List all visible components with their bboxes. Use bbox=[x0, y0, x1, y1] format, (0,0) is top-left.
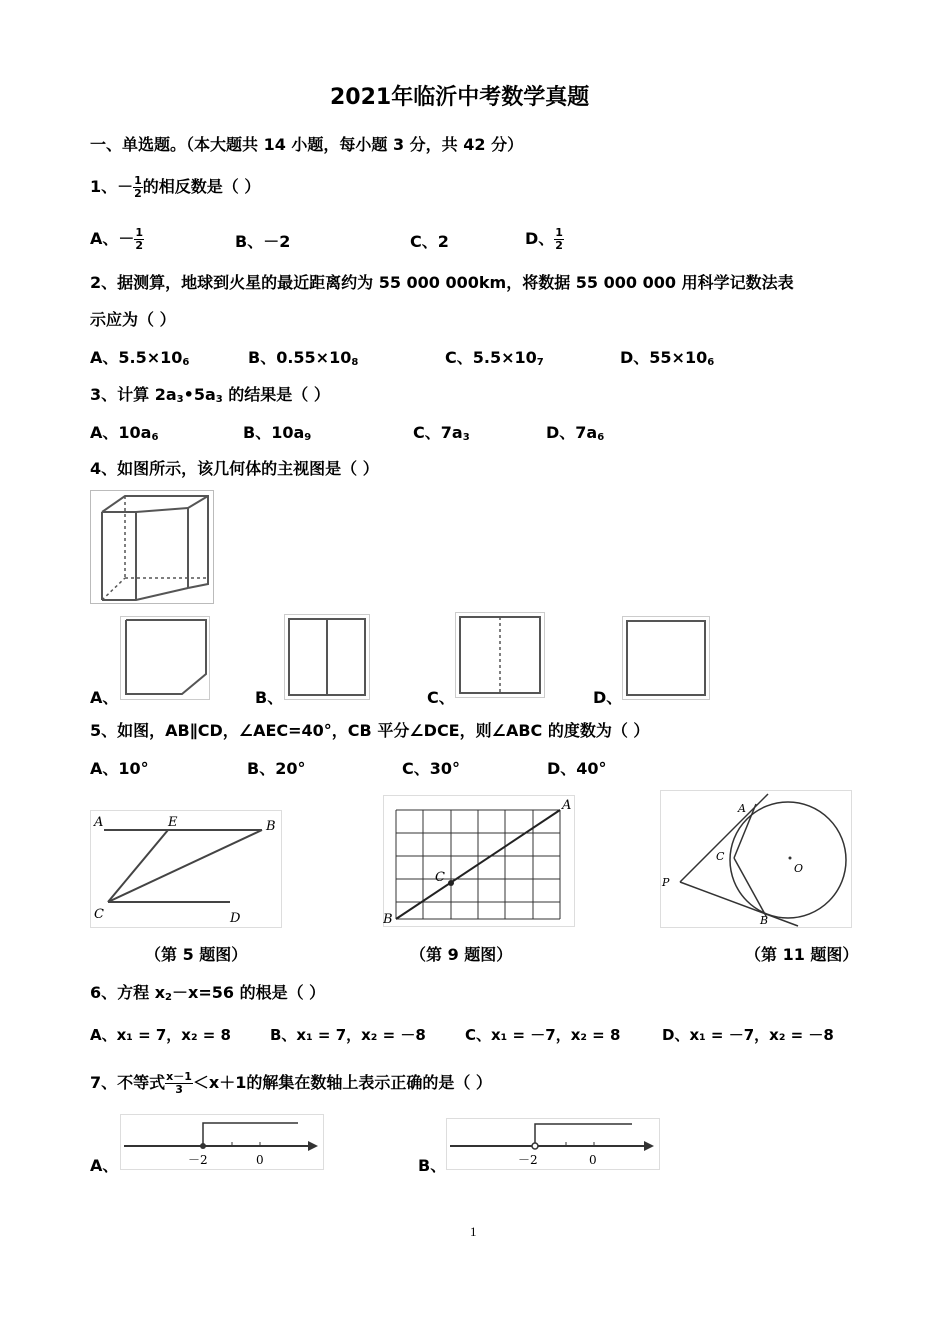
q7-middle: ＜x＋1 bbox=[192, 1073, 247, 1092]
fig5-label-A: A bbox=[94, 815, 104, 830]
q3-t2: •5a bbox=[183, 385, 216, 404]
section-heading: 一、单选题。（本大题共 14 小题，每小题 3 分，共 42 分） bbox=[90, 135, 524, 154]
q3-t3: 的结果是（ ） bbox=[222, 385, 330, 404]
fig5-label-E: E bbox=[168, 815, 178, 830]
q2-line2: 示应为（ ） bbox=[90, 310, 176, 329]
fig9-grid bbox=[383, 795, 575, 927]
q6-option-b: B、x₁ = 7，x₂ = －8 bbox=[270, 1026, 426, 1044]
q1-a-label: A、－ bbox=[90, 229, 135, 248]
fig11-center-o bbox=[789, 857, 792, 860]
q6-t1: 6、方程 x bbox=[90, 983, 166, 1002]
q2-option-a bbox=[90, 345, 189, 368]
q3-a-base: A、10a bbox=[90, 423, 152, 442]
fig11-label-P: P bbox=[662, 876, 670, 889]
fig5-frame bbox=[91, 811, 282, 928]
q2-b-base: B、0.55×10 bbox=[248, 348, 352, 367]
page-title: 2021年临沂中考数学真题 bbox=[330, 85, 590, 110]
q6-option-d: D、x₁ = －7，x₂ = －8 bbox=[662, 1026, 834, 1044]
q2-c-exp: 7 bbox=[536, 357, 544, 368]
q1-suffix: 的相反数是（ ） bbox=[142, 177, 261, 196]
q3-e2: 3 bbox=[215, 394, 223, 405]
fig9-label-B: B bbox=[383, 912, 393, 927]
q7-b-frame bbox=[447, 1119, 660, 1170]
q4-d-frame bbox=[623, 617, 710, 700]
q7-frac-num: x－1 bbox=[166, 1070, 192, 1083]
q3-e1: 3 bbox=[176, 394, 184, 405]
q1-fraction bbox=[133, 175, 143, 200]
q3-d-base: D、7a bbox=[546, 423, 598, 442]
q1-option-b: B、－2 bbox=[235, 232, 291, 251]
q2-d-base: D、55×10 bbox=[620, 348, 708, 367]
q1-a-fraction bbox=[134, 227, 144, 252]
q7-a-endpoint bbox=[200, 1143, 206, 1149]
q3-option-c bbox=[413, 420, 470, 443]
fig11-circle-tangents bbox=[660, 790, 852, 928]
q4-a-frame bbox=[121, 617, 210, 700]
q4-option-c-figure[interactable] bbox=[455, 612, 545, 698]
q4-option-a-label: A、 bbox=[90, 688, 119, 707]
q4-option-c-label: C、 bbox=[427, 688, 455, 707]
fig9-label-C: C bbox=[435, 870, 445, 885]
q1-d-label: D、 bbox=[525, 229, 555, 248]
q2-a-exp: 6 bbox=[182, 357, 190, 368]
q7-option-a-label: A、 bbox=[90, 1156, 119, 1175]
q7-fraction bbox=[165, 1071, 193, 1096]
q5-option-a: A、10° bbox=[90, 759, 149, 778]
fig11-label-A: A bbox=[738, 802, 746, 815]
q3-option-b bbox=[243, 420, 311, 443]
q2-a-base: A、5.5×10 bbox=[90, 348, 183, 367]
q7-option-b-numberline[interactable] bbox=[446, 1118, 660, 1170]
q3-a-exp: 6 bbox=[151, 432, 159, 443]
caption-fig5: （第 5 题图） bbox=[145, 945, 248, 964]
q4-option-b-label: B、 bbox=[255, 688, 284, 707]
q6-t2: －x=56 的根是（ ） bbox=[172, 983, 326, 1002]
fig11-label-C: C bbox=[716, 850, 725, 863]
q1-frac-num: 1 bbox=[134, 174, 142, 187]
q7-suffix: 的解集在数轴上表示正确的是（ ） bbox=[246, 1073, 492, 1092]
q7-b-open-endpoint bbox=[532, 1143, 538, 1149]
q1-d-den: 2 bbox=[555, 239, 563, 252]
q7-b-label-0: 0 bbox=[589, 1153, 597, 1167]
q2-option-d bbox=[620, 345, 714, 368]
q3-t1: 3、计算 2a bbox=[90, 385, 177, 404]
q7-option-b-label: B、 bbox=[418, 1156, 447, 1175]
q6-option-a: A、x₁ = 7，x₂ = 8 bbox=[90, 1026, 231, 1044]
q2-option-b bbox=[248, 345, 358, 368]
q1-d-num: 1 bbox=[555, 226, 563, 239]
q2-b-exp: 8 bbox=[351, 357, 359, 368]
q4-option-d-label: D、 bbox=[593, 688, 623, 707]
caption-fig11: （第 11 题图） bbox=[745, 945, 859, 964]
q1-option-d bbox=[525, 226, 564, 252]
q3-b-base: B、10a bbox=[243, 423, 305, 442]
q5-option-b: B、20° bbox=[247, 759, 306, 778]
question-3 bbox=[90, 382, 330, 405]
q3-b-exp: 9 bbox=[304, 432, 312, 443]
q5-option-d: D、40° bbox=[547, 759, 607, 778]
q3-c-base: C、7a bbox=[413, 423, 463, 442]
fig11-label-O: O bbox=[794, 862, 804, 875]
q4-solid-figure bbox=[90, 490, 214, 604]
question-1 bbox=[90, 174, 260, 200]
fig9-frame bbox=[384, 796, 575, 927]
fig5-parallel-lines bbox=[90, 810, 282, 928]
fig9-label-A: A bbox=[562, 798, 572, 813]
q6-exp: 2 bbox=[165, 992, 172, 1003]
q1-frac-den: 2 bbox=[134, 187, 142, 200]
q2-d-exp: 6 bbox=[707, 357, 715, 368]
fig5-label-C: C bbox=[94, 907, 104, 922]
q1-option-c: C、2 bbox=[410, 232, 449, 251]
q3-option-a bbox=[90, 420, 158, 443]
q4-option-b-figure[interactable] bbox=[284, 614, 370, 700]
q1-a-den: 2 bbox=[135, 239, 144, 252]
q1-a-num: 1 bbox=[135, 226, 144, 239]
question-7 bbox=[90, 1070, 492, 1096]
q7-b-label-neg2: －2 bbox=[518, 1153, 538, 1167]
q1-option-a bbox=[90, 226, 144, 252]
question-4: 4、如图所示，该几何体的主视图是（ ） bbox=[90, 459, 379, 478]
q7-a-label-0: 0 bbox=[256, 1153, 264, 1167]
q7-frac-den: 3 bbox=[175, 1083, 183, 1096]
fig11-label-B: B bbox=[760, 914, 769, 927]
q3-d-exp: 6 bbox=[597, 432, 605, 443]
caption-fig9: （第 9 题图） bbox=[410, 945, 513, 964]
fig9-point-c bbox=[448, 880, 454, 886]
q7-option-a-numberline[interactable] bbox=[120, 1114, 324, 1170]
q7-prefix: 7、不等式 bbox=[90, 1073, 166, 1092]
q3-option-d bbox=[546, 420, 604, 443]
page-number: 1 bbox=[470, 1224, 477, 1239]
question-5: 5、如图，AB∥CD，∠AEC=40°，CB 平分∠DCE，则∠ABC 的度数为（ ） bbox=[90, 721, 650, 740]
q1-d-fraction bbox=[554, 227, 564, 252]
q6-option-c: C、x₁ = －7，x₂ = 8 bbox=[465, 1026, 621, 1044]
q4-option-d-figure[interactable] bbox=[622, 616, 710, 700]
q3-c-exp: 3 bbox=[462, 432, 470, 443]
q4-option-a-figure[interactable] bbox=[120, 616, 210, 700]
q1-prefix: 1、－ bbox=[90, 177, 134, 196]
q5-option-c: C、30° bbox=[402, 759, 461, 778]
q2-option-c bbox=[445, 345, 544, 368]
fig5-label-B: B bbox=[266, 819, 276, 834]
q2-c-base: C、5.5×10 bbox=[445, 348, 537, 367]
question-6 bbox=[90, 980, 325, 1003]
q2-line1: 2、据测算，地球到火星的最近距离约为 55 000 000km，将数据 55 000 000 用科学记数法表 bbox=[90, 273, 794, 292]
q7-a-label-neg2: －2 bbox=[188, 1153, 208, 1167]
fig5-label-D: D bbox=[230, 911, 241, 926]
